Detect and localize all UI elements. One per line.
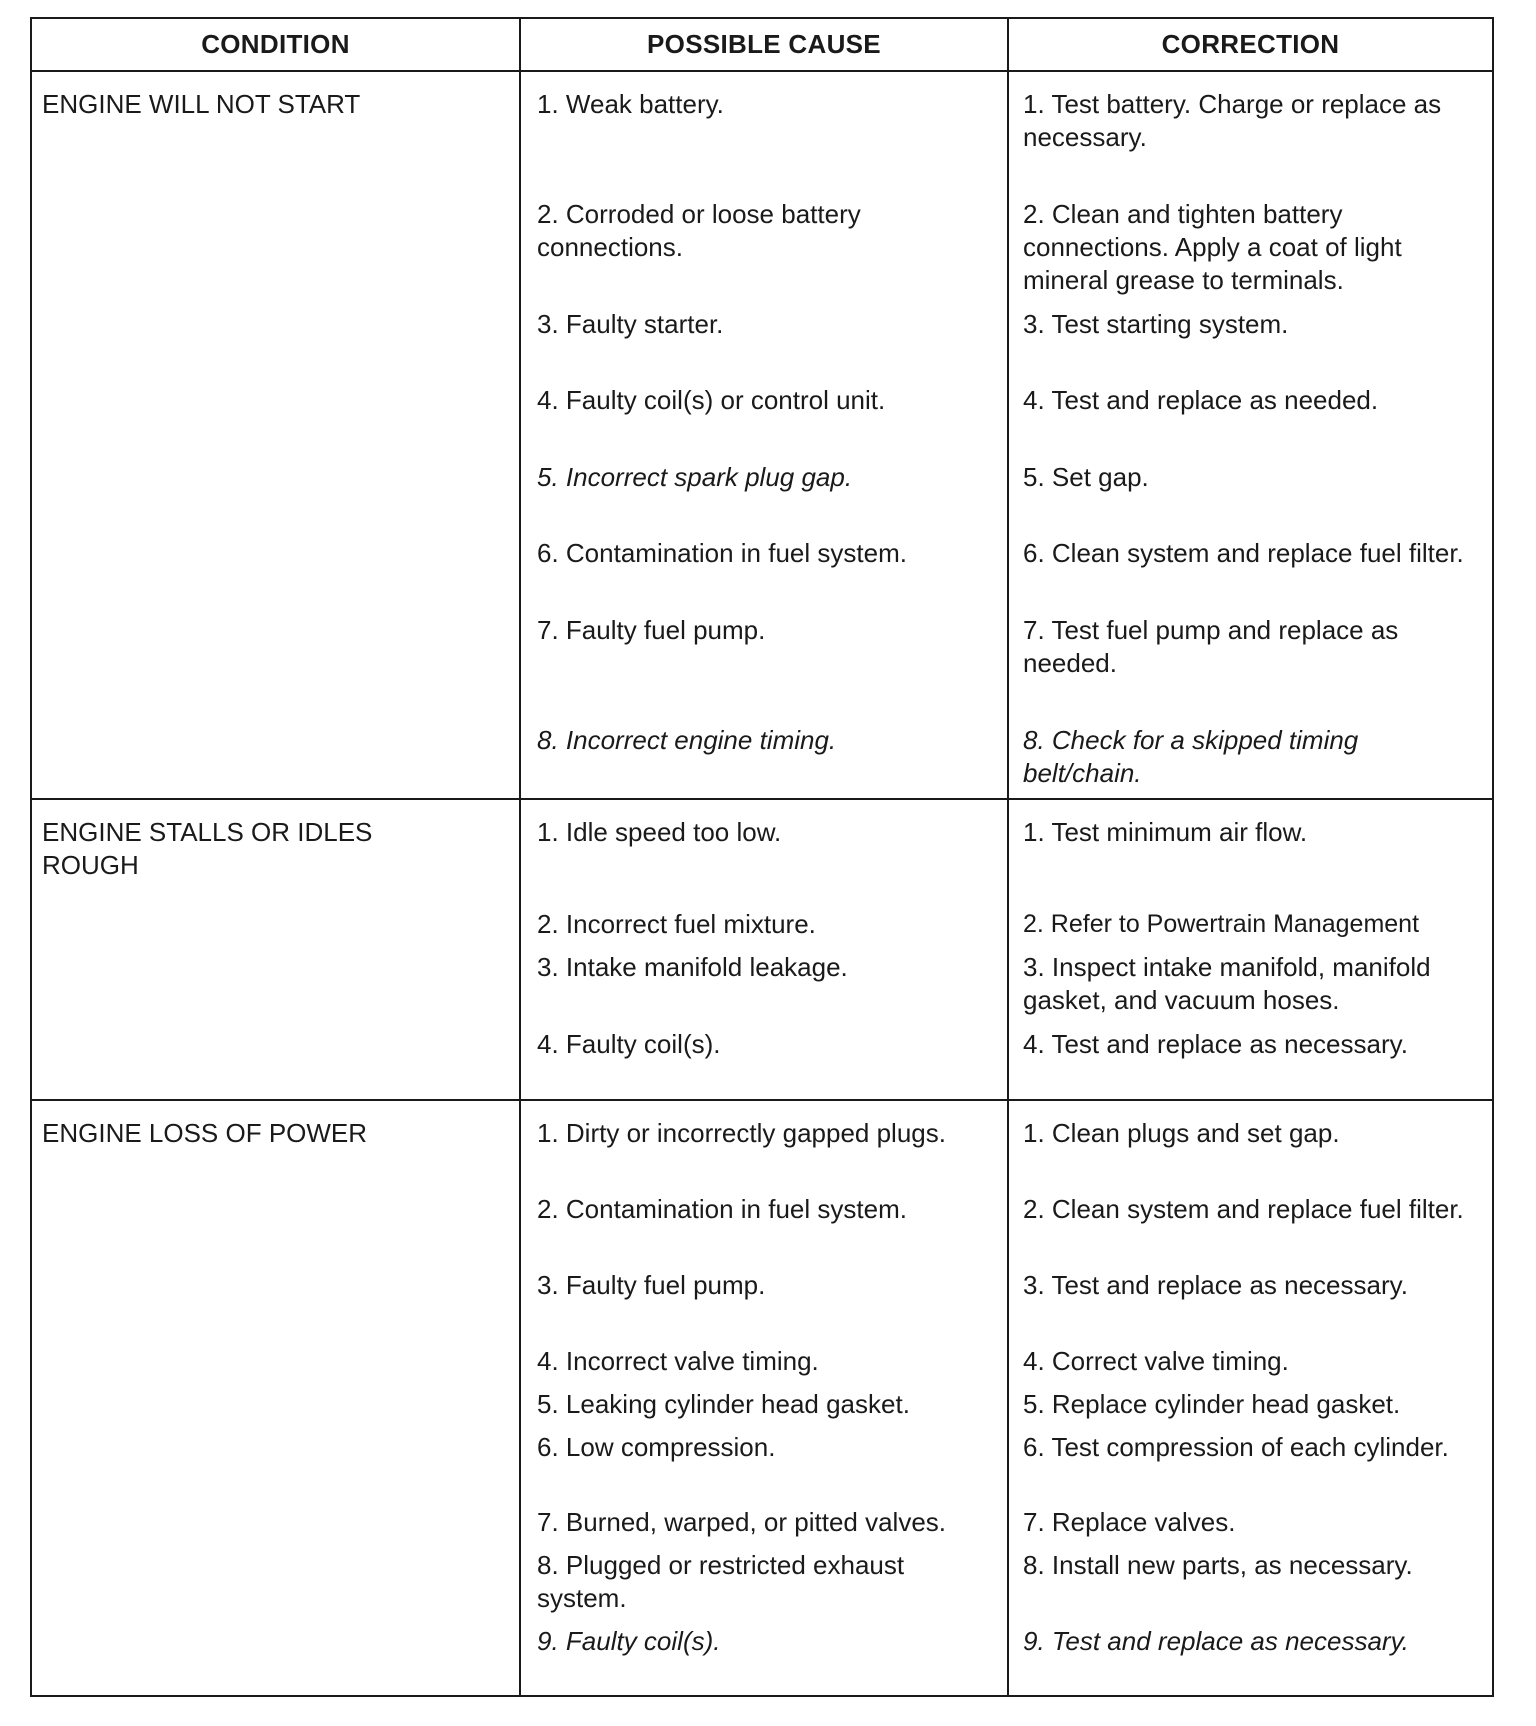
correction-item: 4. Test and replace as necessary. [1023, 1029, 1408, 1059]
header-row [32, 19, 1492, 71]
correction-item: 8. Install new parts, as necessary. [1023, 1550, 1413, 1580]
cause-item: 1. Weak battery. [537, 89, 724, 119]
correction-item: 4. Correct valve timing. [1023, 1346, 1289, 1376]
cause-item: 7. Burned, warped, or pitted valves. [537, 1507, 947, 1537]
cause-item: 4. Incorrect valve timing. [537, 1346, 819, 1376]
correction-item: 9. Test and replace as necessary. [1023, 1626, 1409, 1656]
cause-item: 6. Low compression. [537, 1432, 776, 1462]
cause-item: 1. Idle speed too low. [537, 817, 782, 847]
cause-item: 9. Faulty coil(s). [537, 1626, 721, 1656]
header-correction: CORRECTION [1008, 19, 1492, 71]
condition-cell [32, 1100, 520, 1695]
cause-item: 3. Faulty fuel pump. [537, 1270, 766, 1300]
cause-cell [520, 799, 1008, 1100]
header-possible-cause: POSSIBLE CAUSE [520, 19, 1008, 71]
cause-item: 5. Incorrect spark plug gap. [537, 462, 853, 492]
cause-item: 3. Intake manifold leakage. [537, 952, 848, 982]
cause-item: 8. Plugged or restricted exhaust system. [537, 1550, 905, 1613]
cause-item: 5. Leaking cylinder head gasket. [537, 1389, 910, 1419]
correction-cell [1008, 799, 1492, 1100]
correction-cell [1008, 1100, 1492, 1695]
correction-item: 1. Clean plugs and set gap. [1023, 1118, 1340, 1148]
table-row [32, 71, 1492, 799]
cause-item: 1. Dirty or incorrectly gapped plugs. [537, 1118, 946, 1148]
correction-item: 2. Clean and tighten battery connections. Apply a coat of light mineral grease to terminals. [1023, 199, 1402, 295]
correction-item: 1. Test battery. Charge or replace as necessary. [1023, 89, 1442, 152]
table-row [32, 1100, 1492, 1695]
troubleshooting-table-frame [30, 17, 1494, 1697]
cause-cell [520, 71, 1008, 799]
correction-item: 3. Test starting system. [1023, 309, 1289, 339]
correction-item: 8. Check for a skipped timing belt/chain. [1023, 725, 1359, 788]
correction-item: 4. Test and replace as needed. [1023, 385, 1379, 415]
header-condition: CONDITION [32, 19, 520, 71]
troubleshooting-table [32, 19, 1492, 1695]
correction-item: 3. Inspect intake manifold, manifold gasket, and vacuum hoses. [1023, 952, 1431, 1015]
correction-item: 5. Replace cylinder head gasket. [1023, 1389, 1401, 1419]
cause-item: 8. Incorrect engine timing. [537, 725, 837, 755]
correction-item: 3. Test and replace as necessary. [1023, 1270, 1408, 1300]
cause-item: 4. Faulty coil(s) or control unit. [537, 385, 886, 415]
condition-text: ENGINE STALLS OR IDLES ROUGH [42, 817, 373, 880]
cause-item: 2. Incorrect fuel mixture. [537, 909, 816, 939]
cause-item: 4. Faulty coil(s). [537, 1029, 721, 1059]
correction-cell [1008, 71, 1492, 799]
correction-item: 7. Test fuel pump and replace as needed. [1023, 615, 1399, 678]
cause-item: 3. Faulty starter. [537, 309, 724, 339]
condition-text: ENGINE LOSS OF POWER [42, 1118, 368, 1148]
correction-item: 2. Clean system and replace fuel filter. [1023, 1194, 1464, 1224]
correction-item: 5. Set gap. [1023, 462, 1149, 492]
condition-text: ENGINE WILL NOT START [42, 89, 361, 119]
correction-item: 6. Clean system and replace fuel filter. [1023, 538, 1464, 568]
correction-item: 7. Replace valves. [1023, 1507, 1236, 1537]
correction-item: 2. Refer to Powertrain Management [1023, 910, 1420, 938]
cause-item: 2. Corroded or loose battery connections. [537, 199, 861, 262]
correction-item: 1. Test minimum air flow. [1023, 817, 1308, 847]
cause-cell [520, 1100, 1008, 1695]
table-row [32, 799, 1492, 1100]
condition-cell [32, 799, 520, 1100]
condition-cell [32, 71, 520, 799]
cause-item: 2. Contamination in fuel system. [537, 1194, 907, 1224]
cause-item: 7. Faulty fuel pump. [537, 615, 766, 645]
correction-item: 6. Test compression of each cylinder. [1023, 1432, 1449, 1462]
cause-item: 6. Contamination in fuel system. [537, 538, 907, 568]
